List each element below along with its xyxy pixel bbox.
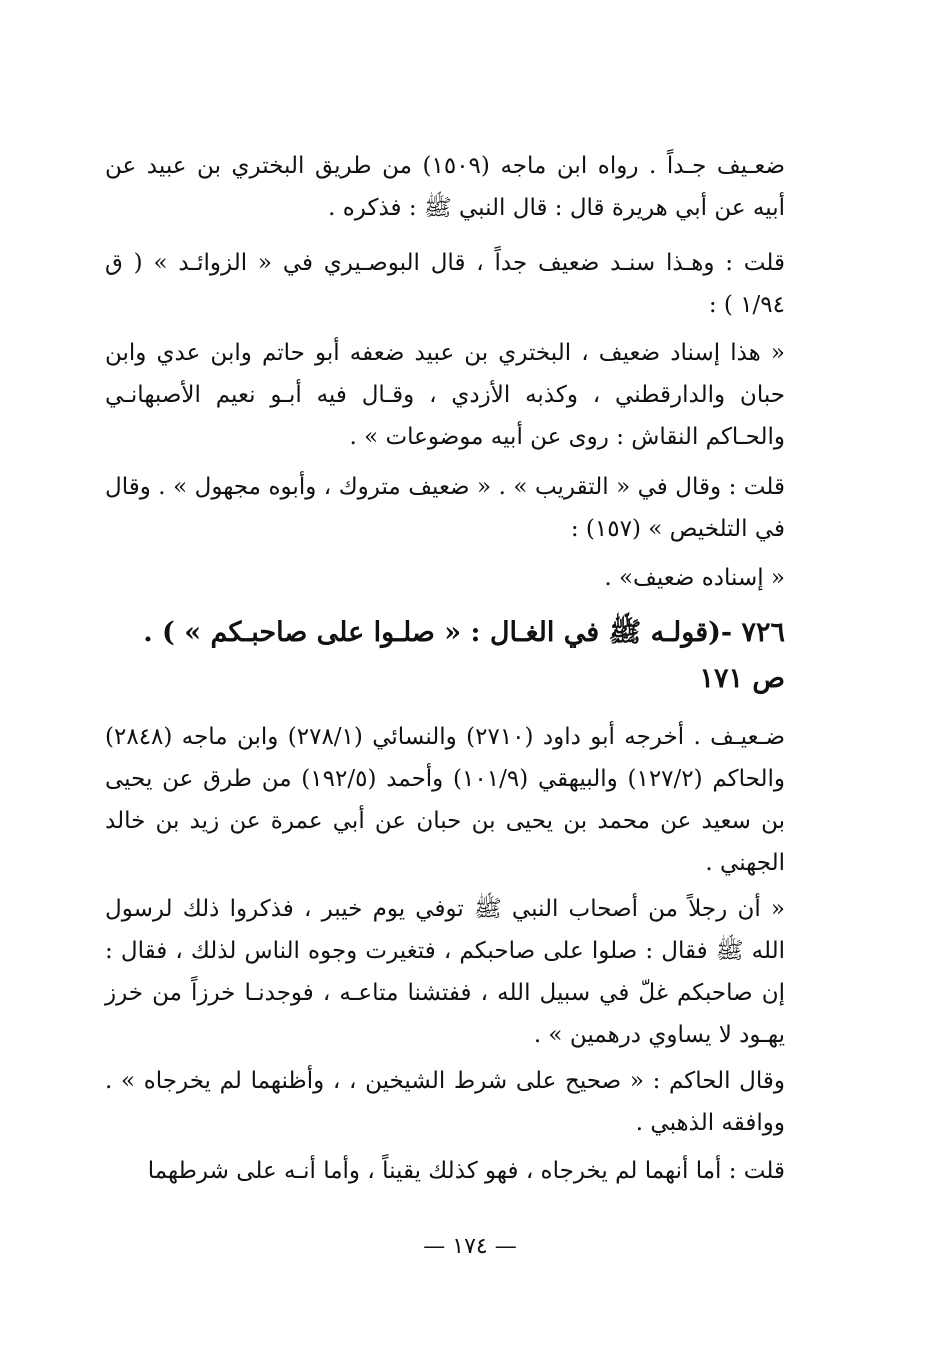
paragraph-4 xyxy=(105,557,785,599)
paragraph-5 xyxy=(105,716,785,884)
paragraph-1 xyxy=(105,145,785,229)
paragraph-text: « إسناده ضعيف» . xyxy=(604,565,785,591)
paragraph-text: قلت : وهـذا سنـد ضعيف جداً ، قال البوصـيري في « الزوائـد » ( ق ١/٩٤ ) : xyxy=(105,250,785,318)
paragraph-text: ضعـيف جـداً . رواه ابن ماجه (١٥٠٩) من طريق البختري بن عبيد عن أبيه عن أبي هريرة قال : قال النبي ﷺ : فذكره . xyxy=(105,153,786,221)
paragraph-3 xyxy=(105,466,785,550)
paragraph-7 xyxy=(105,1150,785,1192)
paragraph-text: « أن رجلاً من أصحاب النبي ﷺ توفي يوم خيبر ، فذكروا ذلك لرسول الله ﷺ فقال : صلوا على صاحبكم ، فتغيرت وجوه الناس لذلك ، فقال : إن صاحبكم غلّ في سبيل الله ، ففتشنا متاعـه ، فوجدنـا خرزاً من خرز يهـود لا يساوي درهمين » . xyxy=(105,896,785,1048)
page-number: — ١٧٤ — xyxy=(423,1234,517,1259)
paragraph-text: قلت : وقال في « التقريب » . « ضعيف متروك ، وأبوه مجهول » . وقال في التلخيص » (١٥٧) : xyxy=(105,474,785,542)
quote-paragraph-1 xyxy=(105,332,785,458)
paragraph-text: وقال الحاكم : « صحيح على شرط الشيخين ، ، وأظنهما لم يخرجاه » . ووافقه الذهبي . xyxy=(105,1068,785,1136)
paragraph-6 xyxy=(105,1060,785,1144)
paragraph-2 xyxy=(105,242,785,326)
paragraph-text: « هذا إسناد ضعيف ، البختري بن عبيد ضعفه أبو حاتم وابن عدي وابن حبان والدارقطني ، وكذبه الأزدي ، وقـال فيه أبـو نعيم الأصبهانـي والحـاكم النقاش : روى عن أبيه موضوعات » . xyxy=(105,340,785,450)
hadith-heading-title: ٧٢٦ -(قولـه ﷺ في الغـال : « صلـوا على صاحبـكم » ) . xyxy=(143,617,785,648)
paragraph-text: ضـعيـف . أخرجه أبو داود (٢٧١٠) والنسائي (٢٧٨/١) وابن ماجه (٢٨٤٨) والحاكم (١٢٧/٢) والبيهقي (١٠١/٩) وأحمد (١٩٢/٥) من طرق عن يحيى بن سعيد عن محمد بن يحيى بن حبان عن أبي عمرة عن زيد بن خالد الجهني . xyxy=(105,724,785,876)
hadith-heading xyxy=(105,610,785,702)
quote-paragraph-2 xyxy=(105,888,785,1056)
paragraph-text: قلت : أما أنهما لم يخرجاه ، فهو كذلك يقيناً ، وأما أنـه على شرطهما xyxy=(147,1158,785,1184)
hadith-heading-page-ref: ص ١٧١ xyxy=(699,663,785,694)
